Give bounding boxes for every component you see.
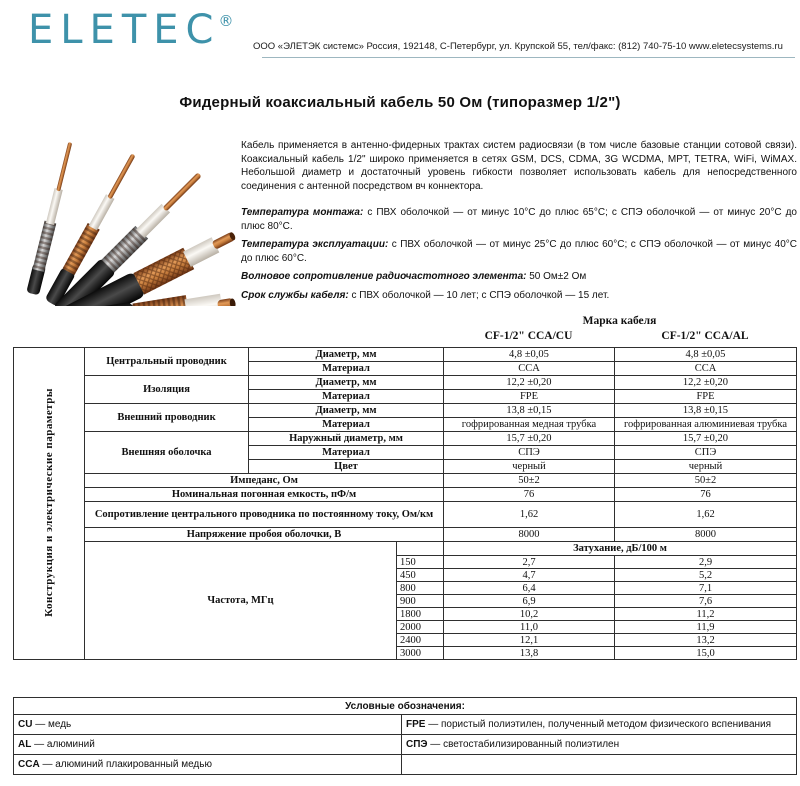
value-cell: гофрированная алюминиевая трубка xyxy=(615,418,797,432)
value-cell: 4,8 ±0,05 xyxy=(615,348,797,362)
value-cell: 8000 xyxy=(615,528,797,542)
value-cell: 13,8 ±0,15 xyxy=(615,404,797,418)
brand-header: Марка кабеля xyxy=(582,315,657,327)
legend-desc: — светостабилизированный полиэтилен xyxy=(427,739,620,750)
legend-cell xyxy=(14,735,402,755)
legend-table xyxy=(13,697,797,775)
param-cell: Диаметр, мм xyxy=(249,404,444,418)
table-row xyxy=(14,698,797,715)
group-cell: Изоляция xyxy=(85,376,249,404)
value-cell: 13,2 xyxy=(615,634,797,647)
value-cell: 15,7 ±0,20 xyxy=(444,432,615,446)
table-row xyxy=(14,502,797,528)
frequency-cell: 900 xyxy=(397,595,444,608)
legend-abbr: CCA xyxy=(18,759,40,770)
spec-text: с ПВХ оболочкой — от минус 25°С до плюс 60°С; с СПЭ оболочкой — от минус 40°С до плюс 60°С. xyxy=(241,239,797,264)
value-cell: СПЭ xyxy=(615,446,797,460)
value-cell: 50±2 xyxy=(615,474,797,488)
value-cell: 8000 xyxy=(444,528,615,542)
param-cell: Диаметр, мм xyxy=(249,376,444,390)
spec-table xyxy=(13,347,797,660)
value-cell: 76 xyxy=(615,488,797,502)
value-cell: 1,62 xyxy=(615,502,797,528)
legend-abbr: СПЭ xyxy=(406,739,428,750)
company-contact-info: ООО «ЭЛЕТЭК системс» Россия, 192148, С-Петербург, ул. Крупской 55, тел/факс: (812) 740-75-10 www.eletecsystems.ru xyxy=(253,41,783,52)
param-cell: Материал xyxy=(249,418,444,432)
spec-text: с ПВХ оболочкой — 10 лет; с СПЭ оболочкой — 15 лет. xyxy=(348,289,610,301)
value-cell: СПЭ xyxy=(444,446,615,460)
legend-desc: — алюминий плакированный медью xyxy=(39,759,212,770)
spec-item-service-life xyxy=(241,289,797,303)
side-label-cell xyxy=(14,348,85,660)
value-cell: 4,8 ±0,05 xyxy=(444,348,615,362)
value-cell: 5,2 xyxy=(615,569,797,582)
value-cell: 11,9 xyxy=(615,621,797,634)
legend-cell xyxy=(402,715,797,735)
spec-label: Температура монтажа: xyxy=(241,207,364,218)
frequency-cell: 2000 xyxy=(397,621,444,634)
value-cell: 10,2 xyxy=(444,608,615,621)
legend-cell xyxy=(14,755,402,775)
value-cell: 6,4 xyxy=(444,582,615,595)
description-block xyxy=(241,139,797,307)
table-row xyxy=(14,376,797,390)
legend-desc: — медь xyxy=(32,719,72,730)
param-cell: Сопротивление центрального проводника по постоянному току, Ом/км xyxy=(85,502,444,528)
frequency-cell: 450 xyxy=(397,569,444,582)
value-cell: 12,1 xyxy=(444,634,615,647)
value-cell: 11,0 xyxy=(444,621,615,634)
param-cell: Диаметр, мм xyxy=(249,348,444,362)
legend-abbr: AL xyxy=(18,739,32,750)
logo-text: ELETEC xyxy=(28,7,221,53)
attenuation-header-cell: Затухание, дБ/100 м xyxy=(444,542,797,556)
frequency-cell: 3000 xyxy=(397,647,444,660)
table-row xyxy=(14,432,797,446)
table-row xyxy=(14,488,797,502)
value-cell: 13,8 xyxy=(444,647,615,660)
value-cell: 12,2 ±0,20 xyxy=(615,376,797,390)
column-header-cca-al: CF-1/2" CCA/AL xyxy=(661,330,749,342)
value-cell: 12,2 ±0,20 xyxy=(444,376,615,390)
frequency-cell: 2400 xyxy=(397,634,444,647)
value-cell: 6,9 xyxy=(444,595,615,608)
value-cell: 1,62 xyxy=(444,502,615,528)
spec-item-impedance xyxy=(241,270,797,284)
frequency-cell: 1800 xyxy=(397,608,444,621)
value-cell: FPE xyxy=(615,390,797,404)
legend-cell xyxy=(14,715,402,735)
value-cell: 13,8 ±0,15 xyxy=(444,404,615,418)
spec-item-operating-temp xyxy=(241,238,797,265)
spec-text: с ПВХ оболочкой — от минус 10°С до плюс 65°С; с СПЭ оболочкой — от минус 20°С до плюс 80°С. xyxy=(241,207,797,232)
value-cell: 7,6 xyxy=(615,595,797,608)
param-cell: Наружный диаметр, мм xyxy=(249,432,444,446)
value-cell: 11,2 xyxy=(615,608,797,621)
param-cell: Цвет xyxy=(249,460,444,474)
table-row xyxy=(14,348,797,362)
group-cell: Внешняя оболочка xyxy=(85,432,249,474)
value-cell: гофрированная медная трубка xyxy=(444,418,615,432)
legend-cell xyxy=(402,755,797,775)
value-cell: 2,7 xyxy=(444,556,615,569)
param-cell: Материал xyxy=(249,362,444,376)
value-cell: CCA xyxy=(444,362,615,376)
column-header-cca-cu: CF-1/2" CCA/CU xyxy=(484,330,573,342)
param-cell: Номинальная погонная емкость, пФ/м xyxy=(85,488,444,502)
legend-desc: — пористый полиэтилен, полученный методом физического вспенивания xyxy=(425,719,772,730)
legend-title: Условные обозначения: xyxy=(14,698,797,715)
param-cell: Материал xyxy=(249,446,444,460)
spec-label: Срок службы кабеля: xyxy=(241,289,349,301)
side-label: Конструкция и электрические параметры xyxy=(43,387,55,617)
spec-label: Волновое сопротивление радиочастотного элемента: xyxy=(241,271,527,282)
column-headers xyxy=(443,330,796,342)
param-cell: Импеданс, Ом xyxy=(85,474,444,488)
legend-abbr: CU xyxy=(18,719,33,730)
value-cell: 2,9 xyxy=(615,556,797,569)
table-row xyxy=(14,528,797,542)
legend-cell xyxy=(402,735,797,755)
registered-trademark-icon: ® xyxy=(218,12,234,30)
page-title: Фидерный коаксиальный кабель 50 Ом (типоразмер 1/2") xyxy=(179,94,621,111)
group-cell: Внешний проводник xyxy=(85,404,249,432)
frequency-label-cell: Частота, МГц xyxy=(85,542,397,660)
table-row xyxy=(14,404,797,418)
value-cell: 4,7 xyxy=(444,569,615,582)
value-cell: 50±2 xyxy=(444,474,615,488)
table-row xyxy=(14,542,797,556)
value-cell: CCA xyxy=(615,362,797,376)
value-cell: 15,7 ±0,20 xyxy=(615,432,797,446)
spec-label: Температура эксплуатации: xyxy=(241,239,389,250)
value-cell: 15,0 xyxy=(615,647,797,660)
param-cell: Напряжение пробоя оболочки, В xyxy=(85,528,444,542)
empty-cell xyxy=(397,542,444,556)
value-cell: черный xyxy=(444,460,615,474)
param-cell: Материал xyxy=(249,390,444,404)
company-logo xyxy=(28,8,235,60)
table-row xyxy=(14,715,797,735)
header-divider xyxy=(262,57,795,58)
legend-desc: — алюминий xyxy=(31,739,95,750)
value-cell: FPE xyxy=(444,390,615,404)
value-cell: 76 xyxy=(444,488,615,502)
spec-item-mounting-temp xyxy=(241,206,797,233)
value-cell: 7,1 xyxy=(615,582,797,595)
table-row xyxy=(14,735,797,755)
legend-abbr: FPE xyxy=(406,719,426,730)
spec-text: 50 Ом±2 Ом xyxy=(526,271,587,282)
intro-paragraph: Кабель применяется в антенно-фидерных трактах систем радиосвязи (в том числе базовые станции сотовой связи). Коаксиальный кабель 1/2" широко применяется в сетях GSM, DCS, CDMA, 3G WCDMA, MPT, TETRA, WiFi, WiMAX. Небольшой диаметр и достаточный уровень гибкости позволяет использовать кабель для непосредственного соединения с антенной посредством вч коннектора. xyxy=(241,140,797,192)
frequency-cell: 800 xyxy=(397,582,444,595)
table-row xyxy=(14,474,797,488)
group-cell: Центральный проводник xyxy=(85,348,249,376)
frequency-cell: 150 xyxy=(397,556,444,569)
cable-photo xyxy=(4,120,236,306)
value-cell: черный xyxy=(615,460,797,474)
table-row xyxy=(14,755,797,775)
